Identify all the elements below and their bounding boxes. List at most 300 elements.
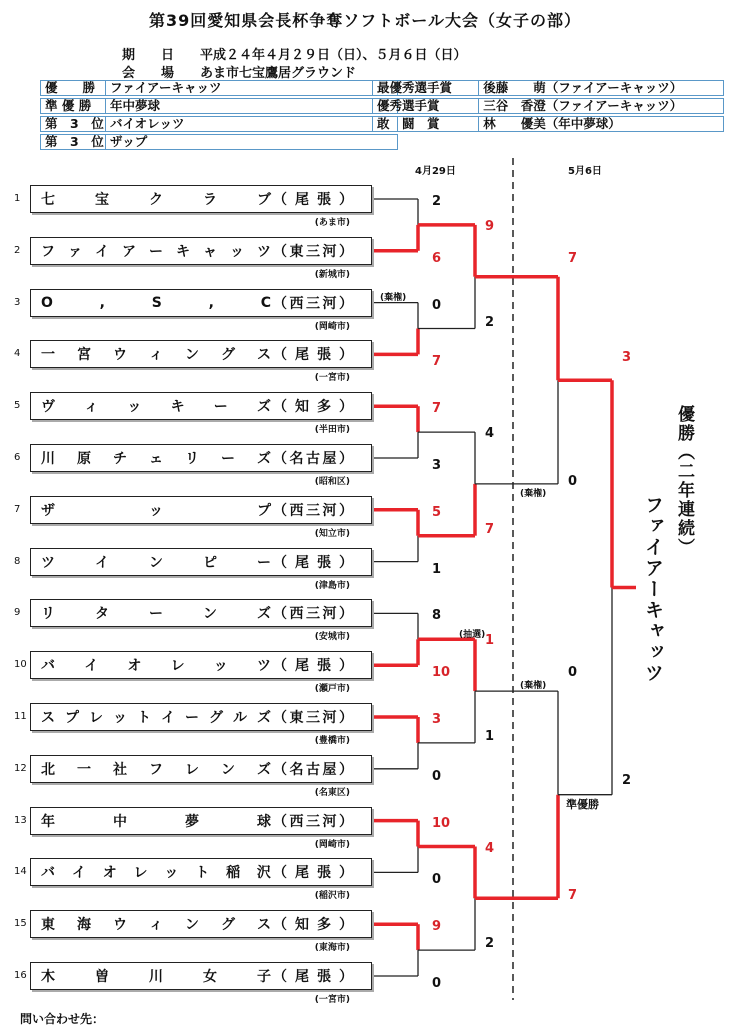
score-label: 1 — [432, 561, 442, 577]
team-name-char: 沢 — [256, 865, 271, 882]
team-name-char: ッ — [149, 502, 163, 519]
team-region-char: （ — [273, 451, 287, 467]
team-name-char: イ — [95, 243, 109, 260]
team-region-char: （ — [273, 399, 287, 416]
team-name-char: 子 — [257, 969, 271, 985]
team-name-char: ー — [213, 399, 228, 416]
team-name-char: オ — [127, 658, 142, 675]
team-city: (岡崎市) — [314, 839, 350, 850]
page-title: 第39回愛知県会長杯争奪ソフトボール大会（女子の部） — [149, 11, 581, 30]
winner-team: ファイアーキャッツ — [642, 495, 664, 684]
team-number: 10 — [14, 659, 27, 671]
team-region-char: 知 — [295, 399, 309, 416]
score-label: 0 — [432, 297, 442, 313]
placing-key: 準 優 勝 — [41, 99, 106, 113]
team-region-char: 三 — [306, 502, 320, 519]
team-name-char: ー — [221, 451, 235, 467]
score-label: 0 — [568, 665, 578, 681]
score-label: 0 — [432, 976, 442, 991]
team-region-char: 尾 — [295, 658, 309, 675]
score-label: 3 — [432, 712, 442, 727]
score-label: 2 — [622, 772, 632, 788]
team-city: (一宮市) — [314, 373, 350, 384]
score-label: 1 — [485, 633, 495, 649]
team-name-char: 中 — [113, 813, 127, 830]
team-name-char: ン — [203, 606, 217, 623]
team-region-char: 名 — [289, 761, 304, 778]
team-name-char: 夢 — [185, 813, 199, 830]
team-name-char: キ — [176, 243, 190, 260]
team-name-char: 海 — [77, 917, 91, 934]
team-region — [273, 655, 353, 675]
team-number: 15 — [14, 918, 27, 930]
team-name-char: 七 — [41, 192, 55, 208]
team-region — [273, 914, 353, 934]
team-name-char: 木 — [41, 969, 55, 985]
team-region — [273, 293, 353, 313]
score-label: 7 — [432, 401, 442, 417]
score-label: 7 — [568, 250, 578, 266]
team-name-char: ッ — [164, 865, 179, 882]
team-region — [273, 344, 353, 364]
score-label: 10 — [432, 665, 451, 681]
team-name-char: ー — [149, 606, 163, 623]
team-name-char: 東 — [41, 917, 55, 934]
team-region-char: 三 — [306, 710, 320, 726]
team-name-char: ス — [257, 917, 271, 934]
team-name-char: レ — [133, 865, 148, 882]
team-city: (あま市) — [314, 218, 350, 228]
score-label: 0 — [568, 473, 578, 489]
team-name — [41, 862, 271, 882]
team-region-char: 尾 — [295, 969, 309, 985]
team-name-char: ン — [185, 347, 199, 364]
team-number: 1 — [14, 193, 21, 204]
team-region-char: （ — [273, 917, 287, 934]
team-name-char: フ — [149, 761, 163, 778]
team-region-char: 河 — [322, 295, 337, 312]
team-name-char: ッ — [127, 399, 142, 416]
team-number: 6 — [14, 452, 21, 463]
team-name-char: 川 — [149, 969, 163, 985]
team-name-char: ル — [233, 710, 247, 726]
team-box — [30, 962, 372, 990]
team-region-char: 屋 — [322, 451, 337, 467]
team-name — [41, 189, 271, 209]
team-city: (稲沢市) — [314, 891, 350, 902]
team-city: (名東区) — [314, 787, 350, 798]
score-label: 6 — [432, 250, 442, 266]
team-name — [41, 448, 271, 468]
team-name-char: ッ — [230, 243, 244, 260]
team-region-char: （ — [273, 295, 287, 312]
team-region-char: 張 — [317, 192, 331, 208]
placing-value: バイオレッツ — [109, 117, 185, 131]
team-region-char: 三 — [306, 606, 320, 623]
team-region-char: （ — [273, 761, 287, 778]
team-name-char: 一 — [77, 761, 91, 778]
score-label: 9 — [485, 218, 495, 234]
team-name-char: 球 — [257, 813, 271, 830]
team-region-char: （ — [273, 865, 287, 882]
team-name-char: ツ — [257, 243, 271, 260]
team-region-char: ） — [339, 606, 353, 623]
team-region-char: ） — [339, 502, 353, 519]
team-region-char: 屋 — [322, 761, 337, 778]
score-label: 4 — [485, 840, 495, 856]
team-name-char: 一 — [41, 347, 55, 364]
team-name-char: ア — [122, 243, 136, 260]
score-label: 2 — [485, 314, 495, 330]
award-key: 最優秀選手賞 — [373, 81, 479, 95]
team-region-char: ） — [339, 813, 353, 830]
team-box — [30, 444, 372, 472]
team-name-char: ィ — [149, 347, 163, 364]
placing-value: ザップ — [109, 135, 148, 149]
team-city: (安城市) — [314, 632, 350, 643]
team-number: 11 — [14, 711, 27, 722]
score-label: 2 — [485, 936, 495, 952]
team-region-char: 西 — [289, 502, 304, 519]
team-region-char: 三 — [306, 813, 320, 830]
team-region-char: （ — [273, 192, 287, 208]
team-region-char: 尾 — [295, 865, 309, 882]
team-box — [30, 237, 372, 265]
score-label: 3 — [622, 350, 632, 366]
award-value: 後藤 萌（ファイアーキャッツ） — [483, 81, 683, 95]
team-box — [30, 392, 372, 420]
team-city: (東海市) — [314, 943, 350, 954]
team-region-char: 河 — [322, 606, 337, 623]
team-city: (知立市) — [314, 528, 350, 539]
team-number: 2 — [14, 244, 21, 256]
team-name-char: リ — [41, 606, 55, 623]
team-name — [41, 552, 271, 572]
team-city: (津島市) — [314, 580, 350, 591]
team-name-char: ツ — [256, 658, 271, 675]
team-number: 12 — [14, 762, 27, 774]
team-region-char: ） — [339, 399, 353, 416]
team-number: 3 — [14, 296, 21, 308]
team-region-char: 東 — [289, 710, 304, 726]
score-label: 10 — [432, 815, 451, 831]
team-region-char: 西 — [289, 606, 304, 623]
score-label: 7 — [485, 521, 495, 537]
team-name-char: 北 — [41, 761, 55, 778]
team-number: 14 — [14, 866, 27, 878]
team-name-char: ッ — [113, 710, 127, 726]
team-city: (岡崎市) — [314, 321, 350, 332]
score-label: 0 — [432, 768, 442, 784]
team-city: (半田市) — [314, 425, 350, 436]
team-region-char: 知 — [295, 917, 309, 934]
team-number: 13 — [14, 814, 27, 826]
score-label: 3 — [432, 458, 442, 473]
team-name-char: タ — [95, 606, 109, 623]
team-name — [41, 344, 271, 364]
team-region-char: 西 — [289, 813, 304, 830]
team-name-char: グ — [209, 710, 223, 726]
date-value: 平成２４年４月２９日（日）、５月６日（日） — [200, 48, 467, 63]
team-name-char: 女 — [203, 969, 217, 985]
team-region-char: ） — [339, 710, 353, 726]
team-region-char: ） — [339, 451, 353, 467]
round1-date: 4月29日 — [415, 166, 456, 177]
team-name-char: ン — [149, 554, 163, 571]
placing-value: ファイアーキャッツ — [109, 81, 222, 95]
team-region-char: ） — [339, 295, 353, 312]
team-region-char: 三 — [306, 295, 320, 312]
team-name-char: プ — [257, 502, 271, 519]
team-city: (一宮市) — [314, 995, 350, 1005]
team-region-char: 河 — [322, 502, 337, 519]
team-name — [41, 759, 271, 779]
team-name-char: 曽 — [95, 969, 109, 985]
team-region-char: 張 — [317, 554, 331, 571]
score-label: 0 — [432, 872, 442, 888]
venue-label: 会 場 — [122, 66, 175, 81]
team-box — [30, 340, 372, 368]
team-name-char: ス — [41, 710, 55, 726]
team-name-char: ヴ — [41, 399, 55, 416]
team-name-char: ィ — [84, 399, 99, 416]
team-name — [41, 500, 271, 520]
team-number: 4 — [14, 348, 21, 360]
team-box — [30, 185, 372, 213]
team-name-char: ズ — [257, 606, 271, 623]
score-label: 8 — [432, 608, 442, 624]
team-name-char: ト — [195, 865, 210, 882]
team-name-char: ン — [185, 917, 199, 934]
team-region-char: 張 — [317, 658, 331, 675]
team-region-char: （ — [273, 606, 287, 623]
team-name — [41, 707, 271, 727]
team-box — [30, 599, 372, 627]
team-region-char: （ — [273, 969, 287, 985]
forfeit-note-2: (棄権) — [520, 489, 547, 499]
team-name-char: ズ — [257, 761, 271, 778]
placing-value: 年中夢球 — [109, 99, 160, 113]
team-region — [273, 448, 353, 468]
team-region-char: 張 — [317, 969, 331, 985]
team-number: 8 — [14, 555, 21, 567]
team-name — [41, 811, 271, 831]
team-city: (瀬戸市) — [314, 684, 350, 695]
team-region — [273, 396, 353, 416]
team-name-char: グ — [221, 347, 235, 364]
team-box — [30, 496, 372, 524]
team-name-char: ザ — [41, 502, 55, 519]
team-region-char: 尾 — [295, 554, 309, 571]
team-name-char: イ — [84, 658, 99, 675]
team-name — [41, 241, 271, 261]
team-region-char: 尾 — [295, 347, 309, 364]
team-name-char: ィ — [149, 917, 163, 934]
team-name-char: フ — [41, 243, 55, 260]
team-name-char: ウ — [113, 917, 127, 934]
team-name-char: 宮 — [77, 347, 91, 364]
team-city: (豊橋市) — [314, 736, 350, 746]
forfeit-note-3: (棄権) — [520, 681, 547, 691]
award-value: 林 優美（年中夢球） — [483, 117, 621, 131]
team-box — [30, 755, 372, 783]
runner-up-label: 準優勝 — [566, 798, 599, 811]
team-box — [30, 858, 372, 886]
team-region-char: 古 — [306, 761, 320, 778]
lottery-note: (抽選) — [459, 630, 486, 640]
team-name-char: レ — [185, 761, 199, 778]
team-name-char: ト — [137, 710, 151, 726]
team-name — [41, 655, 271, 675]
score-label: 4 — [485, 426, 495, 442]
placing-key: 第 3 位 — [41, 117, 106, 131]
winner-label: 優勝（二年連続） — [674, 405, 694, 557]
team-name-char: キ — [170, 399, 185, 416]
score-label: 2 — [432, 194, 442, 209]
team-name-char: 稲 — [226, 865, 241, 882]
team-name-char: ャ — [203, 243, 217, 260]
team-region-char: 東 — [289, 243, 304, 260]
forfeit-note-1: (棄権) — [380, 293, 407, 303]
team-region — [273, 241, 353, 261]
team-name-char: ピ — [203, 554, 217, 571]
team-city: (新城市) — [314, 269, 350, 280]
team-region-char: 河 — [322, 710, 337, 726]
team-name-char: ズ — [257, 451, 271, 467]
team-region-char: （ — [273, 347, 287, 364]
team-name-char: 社 — [113, 761, 127, 778]
team-box — [30, 651, 372, 679]
team-name — [41, 603, 271, 623]
team-box — [30, 807, 372, 835]
team-box — [30, 548, 372, 576]
team-region-char: （ — [273, 502, 287, 519]
team-name-char: イ — [161, 710, 175, 726]
team-name-char: レ — [170, 658, 185, 675]
team-number: 5 — [14, 400, 21, 412]
score-label: 5 — [432, 504, 442, 520]
team-region — [273, 707, 353, 727]
placing-key: 第 3 位 — [41, 135, 106, 149]
team-region-char: ） — [339, 865, 353, 882]
award-key: 敢 闘 賞 — [373, 117, 479, 131]
team-name — [41, 966, 271, 986]
team-region-char: 尾 — [295, 192, 309, 208]
team-name-char: グ — [221, 917, 235, 934]
award-key: 優秀選手賞 — [373, 99, 479, 113]
team-number: 7 — [14, 503, 21, 515]
team-region-char: ） — [339, 554, 353, 571]
team-name-char: O — [41, 294, 53, 311]
team-region-char: 多 — [317, 399, 331, 416]
team-name-char: ー — [257, 554, 271, 571]
team-region-char: （ — [273, 710, 287, 726]
team-city: (昭和区) — [314, 477, 350, 487]
team-name — [41, 295, 271, 311]
team-region-char: 多 — [317, 917, 331, 934]
score-label: 9 — [432, 919, 442, 935]
team-region-char: 張 — [317, 347, 331, 364]
team-name-char: 川 — [41, 451, 55, 467]
team-name-char: ズ — [257, 710, 271, 726]
team-name-char: リ — [185, 451, 199, 467]
team-region-char: ） — [339, 192, 353, 208]
team-number: 9 — [14, 607, 21, 619]
team-name-char: ウ — [113, 347, 127, 364]
team-name-char: ラ — [203, 192, 217, 208]
team-region-char: 名 — [289, 451, 304, 467]
team-name-char: ブ — [257, 192, 271, 208]
round2-date: 5月6日 — [568, 166, 602, 177]
team-name-char: 原 — [77, 451, 91, 467]
team-region-char: ） — [339, 761, 353, 778]
team-region-char: （ — [273, 554, 287, 571]
team-name — [41, 914, 271, 934]
team-region-char: ） — [339, 243, 353, 260]
team-name-char: ス — [257, 347, 271, 364]
team-name-char: ー — [149, 243, 163, 260]
team-name-char: ッ — [213, 658, 228, 675]
score-label: 7 — [568, 888, 578, 904]
team-name-char: バ — [41, 658, 55, 675]
team-region-char: （ — [273, 658, 287, 675]
team-name-char: , — [208, 294, 214, 311]
team-region-char: ） — [339, 917, 353, 934]
award-value: 三谷 香澄（ファイアーキャッツ） — [483, 99, 683, 113]
team-name-char: ー — [185, 710, 199, 726]
team-name-char: 年 — [41, 813, 55, 830]
team-region — [273, 189, 353, 209]
team-name-char: , — [99, 294, 105, 311]
team-name-char: バ — [41, 865, 55, 882]
date-label: 期 日 — [122, 48, 175, 63]
team-region-char: 河 — [322, 813, 337, 830]
team-name-char: ク — [149, 192, 163, 208]
team-number: 16 — [14, 970, 27, 981]
team-name-char: ズ — [256, 399, 271, 416]
team-name-char: レ — [89, 710, 103, 726]
team-name-char: ァ — [68, 243, 82, 260]
team-box — [30, 910, 372, 938]
team-region — [273, 811, 353, 831]
score-label: 7 — [432, 354, 442, 370]
team-name-char: ェ — [149, 451, 163, 467]
inquiry-label: 問い合わせ先： — [20, 1012, 105, 1026]
placing-key: 優 勝 — [41, 81, 106, 95]
team-region-char: （ — [273, 813, 287, 830]
team-region — [273, 500, 353, 520]
team-name-char: 宝 — [95, 192, 109, 208]
team-box — [30, 289, 372, 317]
team-name-char: C — [260, 294, 271, 311]
team-region-char: 西 — [289, 295, 304, 312]
team-region — [273, 603, 353, 623]
team-name-char: チ — [113, 451, 127, 467]
team-region — [273, 862, 353, 882]
team-region-char: 三 — [306, 243, 320, 260]
team-name-char: ン — [221, 761, 235, 778]
team-region-char: （ — [273, 243, 287, 260]
venue-value: あま市七宝鷹居グラウンド — [200, 66, 357, 81]
team-region-char: ） — [339, 969, 353, 985]
team-region — [273, 759, 353, 779]
score-label: 1 — [485, 728, 495, 744]
team-region-char: ） — [339, 658, 353, 675]
team-name-char: ツ — [41, 554, 55, 571]
team-name-char: オ — [102, 865, 117, 882]
team-region — [273, 552, 353, 572]
team-name-char: イ — [71, 865, 86, 882]
